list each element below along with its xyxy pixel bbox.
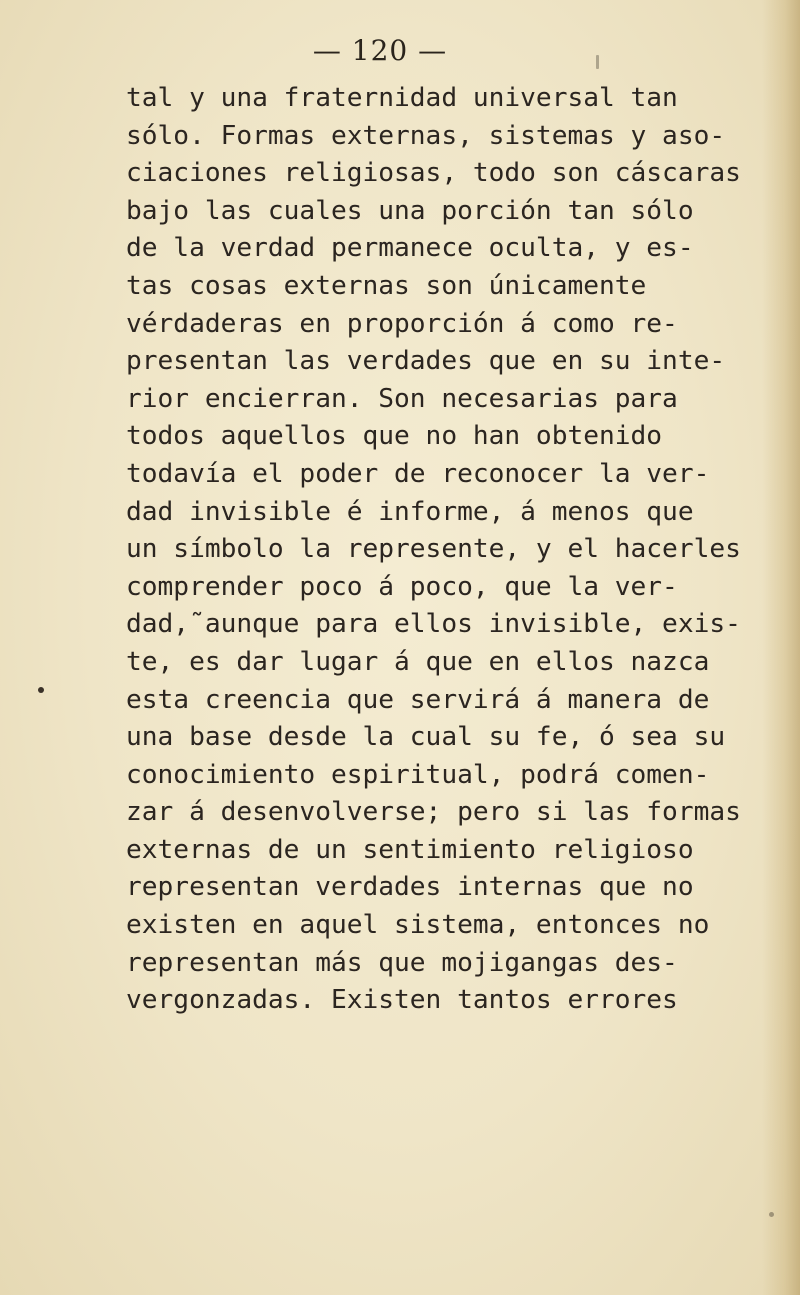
text-line: externas de un sentimiento religioso — [126, 834, 694, 865]
text-line: dad invisible é informe, á menos que — [126, 496, 694, 527]
text-line: representan más que mojigangas des- — [126, 947, 678, 978]
text-line: presentan las verdades que en su inte- — [126, 346, 726, 377]
text-line: un símbolo la represente, y el hacerles — [126, 534, 741, 565]
text-line: todos aquellos que no han obtenido — [126, 421, 663, 452]
text-line: representan verdades internas que no — [126, 872, 694, 903]
text-line: dad,˜aunque para ellos invisible, exis- — [126, 609, 741, 640]
text-line: sólo. Formas externas, sistemas y aso- — [126, 120, 726, 151]
text-line: tal y una fraternidad universal tan — [126, 83, 678, 113]
text-line: una base desde la cual su fe, ó sea su — [126, 722, 726, 753]
text-line: de la verdad permanece oculta, y es- — [126, 233, 694, 264]
text-line: zar á desenvolverse; pero si las formas — [126, 797, 741, 828]
text-line: existen en aquel sistema, entonces no — [126, 910, 710, 941]
text-line: te, es dar lugar á que en ellos nazca — [126, 646, 710, 677]
text-line: vergonzadas. Existen tantos errores — [126, 985, 678, 1016]
text-line: ciaciones religiosas, todo son cáscaras — [126, 158, 741, 189]
ink-speck — [596, 55, 599, 69]
ink-speck — [38, 687, 44, 693]
text-line: tas cosas externas son únicamente — [126, 270, 647, 301]
text-line: todavía el poder de reconocer la ver- — [126, 458, 710, 489]
page-number: — 120 — — [312, 34, 448, 67]
body-text — [126, 80, 756, 1020]
text-line: vérdaderas en proporción á como re- — [126, 308, 678, 339]
ink-speck — [769, 1212, 774, 1217]
text-line: esta creencia que servirá á manera de — [126, 684, 710, 715]
text-line: conocimiento espiritual, podrá comen- — [126, 759, 710, 790]
text-line: bajo las cuales una porción tan sólo — [126, 195, 694, 226]
text-line: rior encierran. Son necesarias para — [126, 383, 678, 414]
page-edge-shadow — [762, 0, 800, 1295]
text-line: comprender poco á poco, que la ver- — [126, 571, 678, 602]
